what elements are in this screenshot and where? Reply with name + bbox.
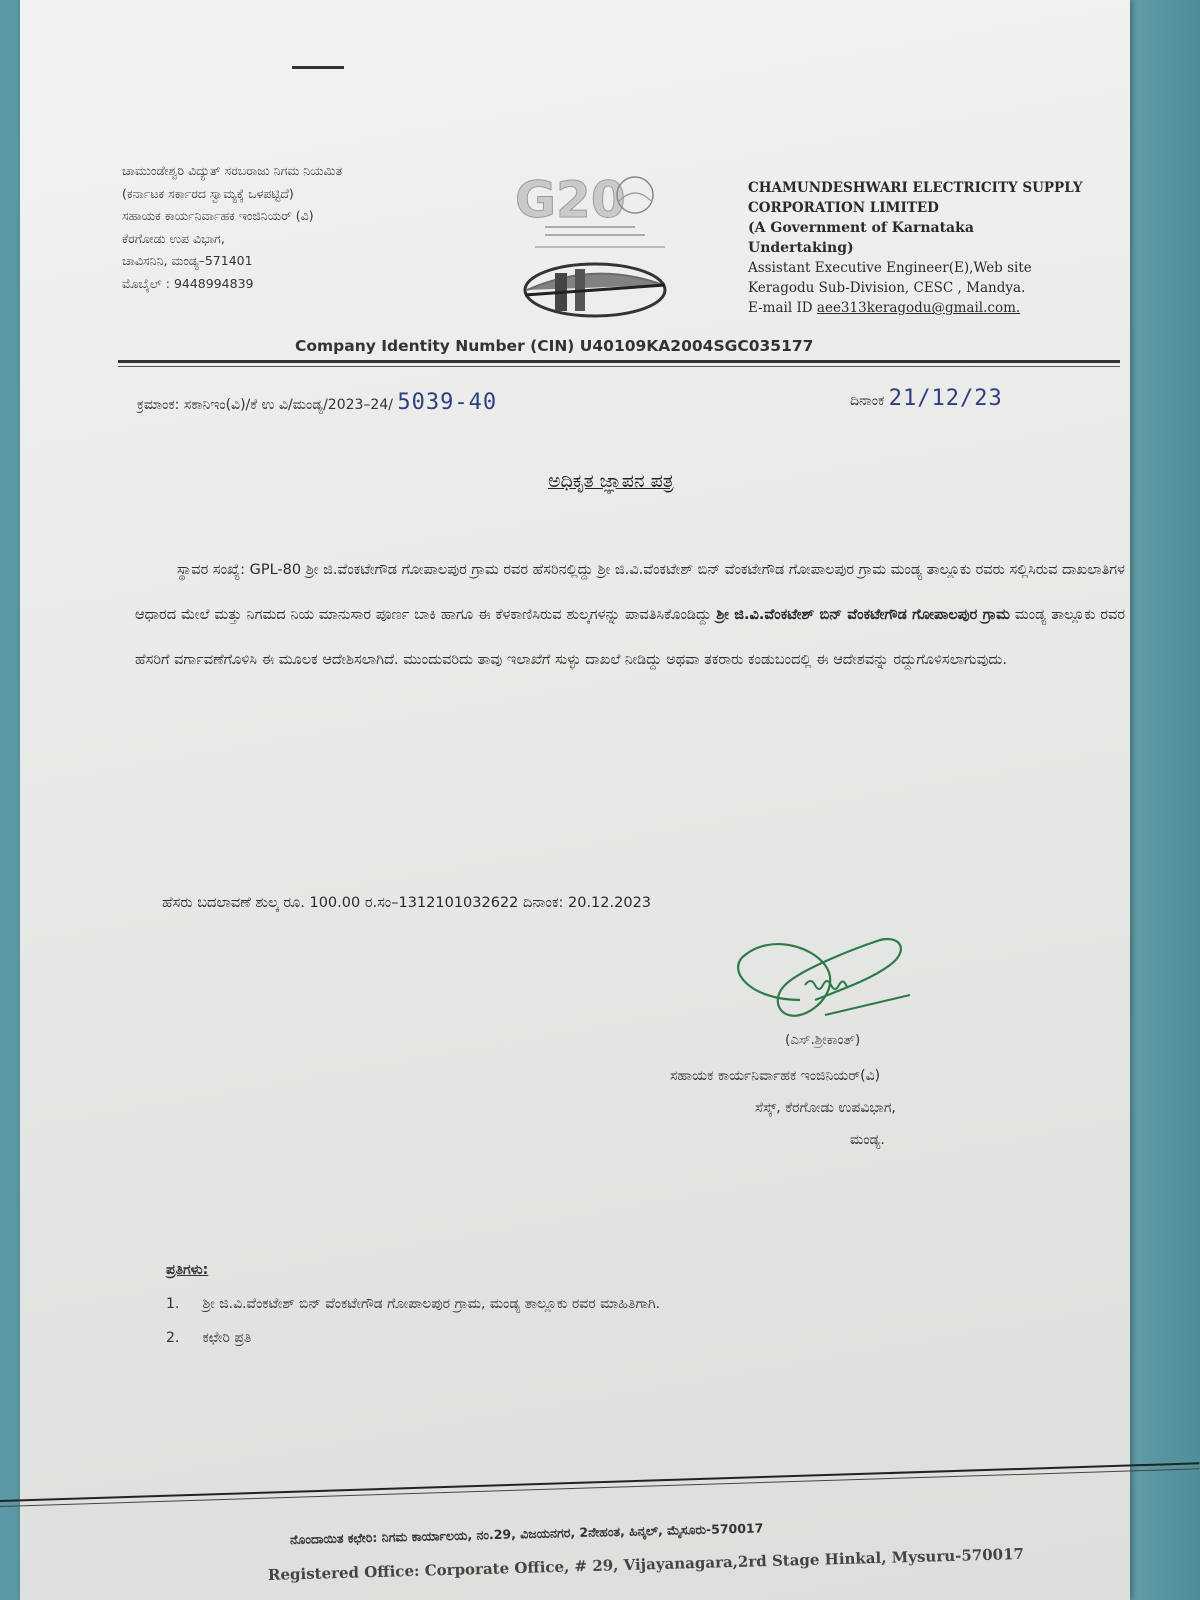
government-undertaking-2: Undertaking) [748,240,854,256]
document-title: ಅಧಿಕೃತ ಜ್ಞಾಪನ ಪತ್ರ [548,470,674,492]
signatory-place: ಮಂಡ್ಯ. [850,1132,885,1148]
issue-date [850,386,1003,411]
office-designation: Assistant Executive Engineer(E),Web site [748,260,1032,276]
signatory-block [670,1060,1100,1156]
header-left-line: ಮೊಬೈಲ್ : 9448994839 [122,275,254,291]
header-english-address [748,178,1108,318]
header-left-line: ಚಾಮುಂಡೇಶ್ವರಿ ವಿದ್ಯುತ್ ಸರಬರಾಜು ನಿಗಮ ನಿಯಮಿತ [122,163,343,178]
date-label: ದಿನಾಂಕ [850,393,885,409]
copy-text: ಶ್ರೀ ಜಿ.ವಿ.ವೆಂಕಟೇಶ್ ಬಿನ್ ವೆಂಕಟೇಗೌಡ ಗೋಪಾಲಪುರ ಗ್ರಾಮ, ಮಂಡ್ಯ ತಾಲ್ಲೂಕು ರವರ ಮಾಹಿತಿಗಾಗಿ. [202,1296,661,1312]
copy-number: 1. [166,1296,180,1312]
email-line [748,298,1108,318]
copy-item [166,1321,660,1355]
header-left-line: ಕೆರಗೋಡು ಉಪ ವಿಭಾಗ, [122,230,225,246]
date-handwritten: 21/12/23 [888,386,1003,411]
signatory-designation: ಸಹಾಯಕ ಕಾರ್ಯನಿರ್ವಾಹಕ ಇಂಜಿನಿಯರ್(ವಿ) [670,1068,881,1084]
company-name-2: CORPORATION LIMITED [748,200,939,216]
body-part-2: ಮಂಡ್ಯ ತಾಲ್ಲೂಕು ರವರ ಹೆಸರಿಗೆ ವರ್ಗಾವಣೆಗೊಳಿಸಿ ಈ ಮೂಲಕ ಆದೇಶಿಸಲಾಗಿದೆ. ಮುಂದುವರಿದು ತಾವು ಇಲಾಖೆಗೆ ಸುಳ್ಳು ದಾಖಲೆ ನೀಡಿದ್ದು ಅಥವಾ ತಕರಾರು ಕಂಡುಬಂದಲ್ಲಿ ಈ ಆದೇಶವನ್ನು ರದ್ದುಗೊಳಿಸಲಾಗುವುದು. [135,607,1125,668]
g20-cesc-logo [515,165,695,325]
copy-item [166,1287,660,1321]
header-kannada-address [122,160,492,295]
top-dash [292,66,344,69]
copy-number: 2. [166,1330,180,1346]
reference-prefix: ಕ್ರಮಾಂಕ: ಸಕಾನಿಇಂ(ವಿ)/ಕೆ ಉ ವಿ/ಮಂಡ್ಯ/2023–24/ [137,397,393,413]
order-body [135,548,1125,683]
fee-line: ಹೆಸರು ಬದಲಾವಣೆ ಶುಲ್ಕ ರೂ. 100.00 ರ.ಸಂ–1312101032622 ದಿನಾಂಕ: 20.12.2023 [162,895,652,911]
reference-number [137,390,497,415]
copy-text: ಕಛೇರಿ ಪ್ರತಿ [202,1330,252,1346]
government-undertaking: (A Government of Karnataka [748,220,974,236]
company-identity-number: Company Identity Number (CIN) U40109KA2004SGC035177 [295,337,814,355]
copies-section [166,1253,660,1355]
email-label: E-mail ID [748,300,813,316]
handwritten-signature [730,930,930,1040]
company-name: CHAMUNDESHWARI ELECTRICITY SUPPLY [748,180,1083,196]
email-address: aee313keragodu@gmail.com. [816,300,1021,316]
signatory-name: (ಎಸ್.ಶ್ರೀಕಾಂತ್) [785,1032,861,1048]
g20-logo-text: G20 [515,171,626,229]
footer-registered-office-kannada: ನೊಂದಾಯಿತ ಕಛೇರಿ: ನಿಗಮ ಕಾರ್ಯಾಲಯ, ನಂ.29, ವಿಜಯನಗರ, 2ನೇಹಂತ, ಹಿನ್ಕಲ್, ಮೈಸೂರು-570017 [289,1520,764,1547]
header-divider-thin [118,366,1120,367]
header-left-line: (ಕರ್ನಾಟಕ ಸರ್ಕಾರದ ಸ್ವಾಮ್ಯಕ್ಕೆ ಒಳಪಟ್ಟಿದೆ) [122,185,294,201]
body-bold-name: ಶ್ರೀ ಜಿ.ವಿ.ವೆಂಕಟೇಶ್ ಬಿನ್ ವೆಂಕಟೇಗೌಡ ಗೋಪಾಲಪುರ ಗ್ರಾಮ [716,607,1010,623]
body-part-1: ಸ್ಥಾವರ ಸಂಖ್ಯೆ: GPL-80 ಶ್ರೀ ಜಿ.ವೆಂಕಟೇಗೌಡ ಗೋಪಾಲಪುರ ಗ್ರಾಮ ರವರ ಹೆಸರಿನಲ್ಲಿದ್ದು ಶ್ರೀ ಜಿ.ವಿ.ವೆಂಕಟೇಶ್ ಬಿನ್ ವೆಂಕಟೇಗೌಡ ಗೋಪಾಲಪುರ ಗ್ರಾಮ ಮಂಡ್ಯ ತಾಲ್ಲೂಕು ರವರು ಸಲ್ಲಿಸಿರುವ ದಾಖಲಾತಿಗಳ ಆಧಾರದ ಮೇಲೆ ಮತ್ತು ನಿಗಮದ ನಿಯ ಮಾನುಸಾರ ಪೂರ್ಣ ಬಾಕಿ ಹಾಗೂ ಈ ಕೆಳಕಾಣಿಸಿರುವ ಶುಲ್ಕಗಳನ್ನು ಪಾವತಿಸಿಕೊಂಡಿದ್ದು [135,562,1125,623]
signatory-office: ಸೆಸ್ಕ್, ಕೆರಗೋಡು ಉಪವಿಭಾಗ, [755,1100,896,1116]
reference-handwritten-number: 5039-40 [397,390,498,415]
header-left-line: ಚಾವಿಸನಿನಿ, ಮಂಡ್ಯ–571401 [122,253,253,268]
header-divider [118,360,1120,363]
copies-heading: ಪ್ರತಿಗಳು: [166,1262,209,1278]
office-location: Keragodu Sub-Division, CESC , Mandya. [748,280,1026,296]
footer-registered-office-english: Registered Office: Corporate Office, # 29, Vijayanagara,2rd Stage Hinkal, Mysuru-570017 [267,1544,1025,1584]
header-left-line: ಸಹಾಯಕ ಕಾರ್ಯನಿರ್ವಾಹಕ ಇಂಜಿನಿಯರ್ (ವಿ) [122,208,314,223]
